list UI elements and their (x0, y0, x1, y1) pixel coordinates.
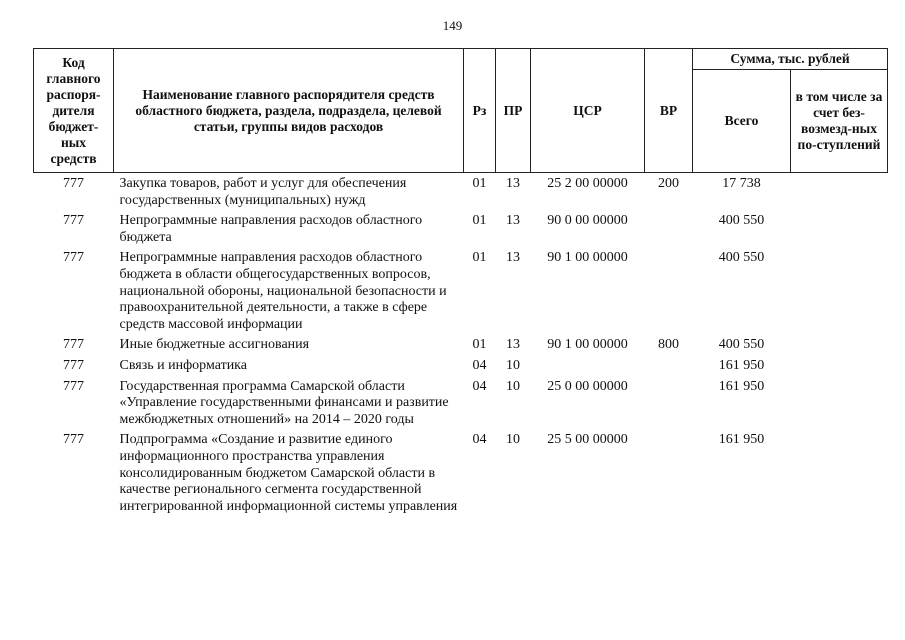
cell-total: 161 950 (718, 357, 765, 373)
cell-free (791, 356, 888, 377)
cell-pr: 13 (506, 176, 520, 191)
cell-csr: 90 1 00 00000 (547, 337, 628, 353)
cell-pr: 10 (506, 357, 520, 373)
table-row (34, 248, 888, 335)
cell-pr: 13 (506, 337, 520, 353)
table-row (34, 211, 888, 248)
cell-free (791, 173, 888, 212)
header-code: Код главного распоря-дителя бюджет-ных средств (34, 49, 114, 173)
cell-rz: 04 (472, 432, 487, 448)
cell-name: Непрограммные направления расходов областного бюджета в области общегосударственных вопросов, национальной обороны, национальной безопасности и правоохранительной деятельности, а также в сфере средств массовой информации (119, 250, 447, 332)
cell-total: 400 550 (718, 213, 765, 229)
cell-total: 17 738 (722, 176, 761, 191)
cell-pr: 13 (506, 250, 520, 266)
header-name: Наименование главного распорядителя средств областного бюджета, раздела, подраздела, целевой статьи, группы видов расходов (114, 49, 464, 173)
table-body (34, 173, 888, 518)
cell-code: 777 (63, 378, 84, 394)
cell-csr: 90 0 00 00000 (547, 213, 628, 229)
cell-name: Непрограммные направления расходов областного бюджета (119, 213, 423, 245)
cell-code: 777 (63, 357, 84, 373)
cell-code: 777 (63, 250, 84, 266)
cell-free (791, 211, 888, 248)
table-row (34, 430, 888, 517)
cell-vr (645, 211, 693, 248)
cell-code: 777 (63, 432, 84, 448)
page-number: 149 (442, 18, 463, 33)
cell-name: Закупка товаров, работ и услуг для обеспечения государственных (муниципальных) нужд (119, 176, 407, 208)
header-sum: Сумма, тыс. рублей (693, 49, 888, 70)
header-free: в том числе за счет без-возмезд-ных по-ступлений (791, 70, 888, 173)
cell-csr: 90 1 00 00000 (547, 250, 628, 266)
cell-free (791, 335, 888, 356)
cell-rz: 01 (472, 250, 487, 266)
header-vr: ВР (645, 49, 693, 173)
header-total: Всего (693, 70, 791, 173)
cell-vr (645, 356, 693, 377)
table-row (34, 335, 888, 356)
cell-free (791, 377, 888, 431)
cell-rz: 01 (472, 337, 487, 353)
budget-table (33, 48, 888, 517)
cell-rz: 01 (472, 176, 487, 191)
cell-name: Подпрограмма «Создание и развитие единого информационного пространства управления консолидированным бюджетом Самарской области в качестве регионального сегмента государственной интегрированной информационной системы управления (119, 432, 458, 514)
cell-rz: 04 (472, 378, 487, 394)
cell-pr: 10 (506, 432, 520, 448)
table-row (34, 173, 888, 212)
cell-pr: 13 (506, 213, 520, 229)
table-row (34, 356, 888, 377)
cell-vr: 800 (658, 337, 679, 353)
cell-csr: 25 2 00 00000 (547, 176, 628, 191)
cell-code: 777 (63, 213, 84, 229)
table-header (34, 49, 888, 173)
cell-vr: 200 (658, 176, 679, 191)
cell-total: 161 950 (718, 432, 765, 448)
cell-free (791, 248, 888, 335)
cell-vr (645, 248, 693, 335)
cell-pr: 10 (506, 378, 520, 394)
cell-vr (645, 430, 693, 517)
cell-total: 161 950 (718, 378, 765, 394)
cell-csr (531, 356, 645, 377)
cell-total: 400 550 (718, 337, 765, 353)
cell-rz: 04 (472, 357, 487, 373)
header-pr: ПР (496, 49, 531, 173)
cell-code: 777 (63, 337, 84, 353)
cell-vr (645, 377, 693, 431)
cell-csr: 25 5 00 00000 (547, 432, 628, 448)
cell-csr: 25 0 00 00000 (547, 378, 628, 394)
cell-free (791, 430, 888, 517)
cell-rz: 01 (472, 213, 487, 229)
cell-total: 400 550 (718, 250, 765, 266)
header-rz: Рз (464, 49, 496, 173)
table-row (34, 377, 888, 431)
cell-name: Иные бюджетные ассигнования (119, 337, 310, 353)
cell-name: Государственная программа Самарской области «Управление государственными финансами и развитие межбюджетных отношений» на 2014 – 2020 годы (119, 378, 449, 427)
header-csr: ЦСР (531, 49, 645, 173)
cell-name: Связь и информатика (119, 357, 247, 373)
cell-code: 777 (63, 176, 84, 191)
